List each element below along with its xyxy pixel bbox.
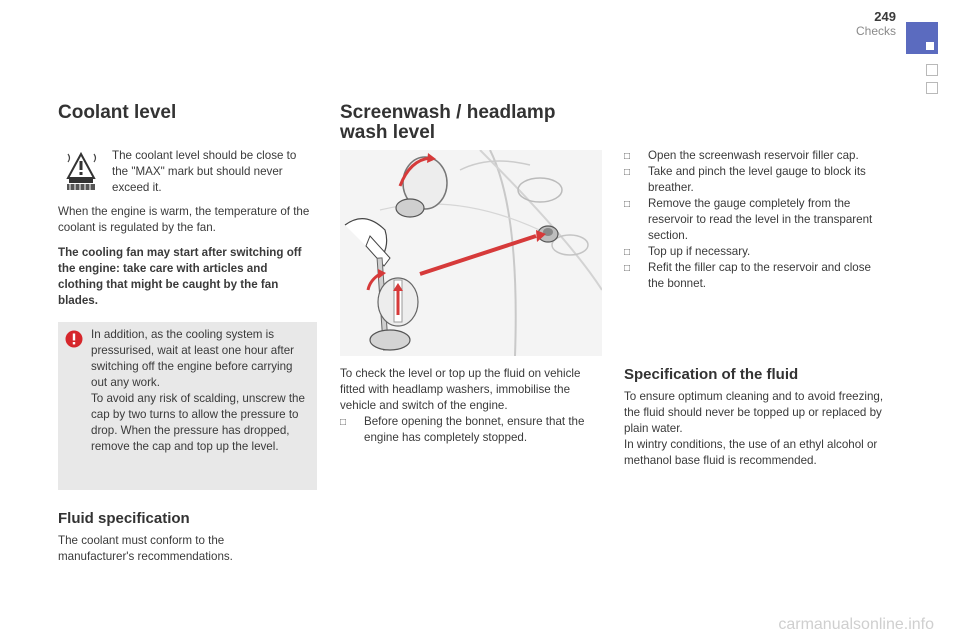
screenwash-title-line2: wash level (340, 122, 436, 143)
screenwash-intro: To check the level or top up the fluid on vehicle fitted with headlamp washers, immobilise the vehicle and switch of the engine. (340, 367, 581, 412)
fluid-specification-title-screenwash: Specification of the fluid (624, 366, 799, 383)
list-item: □ Open the screenwash reservoir filler cap. (624, 148, 889, 164)
coolant-max-note: The coolant level should be close to the "MAX" mark but should never exceed it. (112, 149, 297, 194)
fluid-specification-title: Fluid specification (58, 510, 190, 527)
check-box-icon: □ (624, 263, 631, 274)
fan-warning-text: The cooling fan may start after switching off the engine: take care with articles and clothing that might be caught by the fan blades. (58, 246, 302, 307)
check-box-icon: □ (624, 151, 631, 162)
check-box-icon: □ (340, 417, 347, 428)
check-box-icon: □ (624, 199, 631, 210)
hot-coolant-cap-icon (58, 148, 104, 194)
check-box-icon: □ (624, 167, 631, 178)
chapter-tab-marker (926, 42, 934, 50)
coolant-level-title: Coolant level (58, 102, 177, 123)
list-item: □ Take and pinch the level gauge to block its breather. (624, 165, 866, 194)
screenwash-title-line1: Screenwash / headlamp (340, 102, 556, 123)
screenwash-spec-text-2: In wintry conditions, the use of an ethyl alcohol or methanol base fluid is recommended. (624, 438, 878, 467)
pressure-warning-box (58, 322, 317, 490)
list-item: □ Before opening the bonnet, ensure that the engine has completely stopped. (340, 415, 585, 444)
page-number: 249 (874, 9, 896, 24)
screenwash-spec-text-1: To ensure optimum cleaning and to avoid freezing, the fluid should never be topped up or replaced by plain water. (624, 390, 884, 435)
chapter-tab-empty-1 (926, 64, 938, 76)
screenwash-steps (624, 148, 889, 292)
chapter-tab (906, 22, 938, 54)
check-box-icon: □ (624, 247, 631, 258)
list-item: □ Refit the filler cap to the reservoir and close the bonnet. (624, 261, 871, 290)
screenwash-reservoir-illustration (340, 150, 602, 356)
chapter-name: Checks (855, 24, 896, 38)
list-item: □ Top up if necessary. (624, 244, 889, 260)
watermark: carmanualsonline.info (778, 616, 934, 633)
exclamation-warning-icon (65, 330, 83, 348)
screenwash-intro-steps (340, 414, 602, 446)
list-item: □ Remove the gauge completely from the reservoir to read the level in the transparent section. (624, 197, 873, 242)
coolant-warm-note: When the engine is warm, the temperature of the coolant is regulated by the fan. (58, 205, 310, 234)
chapter-tab-empty-2 (926, 82, 938, 94)
fluid-specification-text: The coolant must conform to the manufacturer's recommendations. (58, 534, 233, 563)
pressure-warning-text: In addition, as the cooling system is pressurised, wait at least one hour after switching off the engine before carrying out any work. To avoid any risk of scalding, unscrew the cap by two turns to allow the pressure to drop. When the pressure has dropped, remove the cap and top up the level. (91, 328, 305, 453)
